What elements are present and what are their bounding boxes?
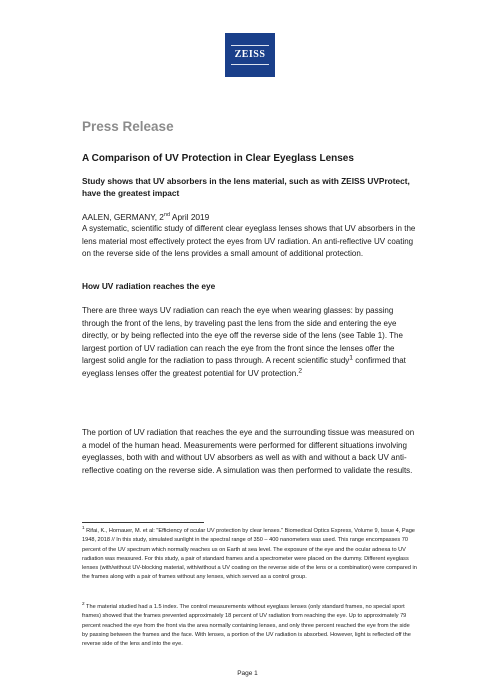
footnote-ref-2: 2 (298, 367, 303, 375)
footnote-1-text: Rifai, K., Hornauer, M. et al: "Efficiency of ocular UV protection by clear lenses." Biomedical Optics Express, Volume 9, Issue 4, Page 1948, 2018 // In this study, simulated sunlight in the spectral range of 350 – 400 nanometers was used. This range encompasses 70 percent of the UV spectrum which normally reaches us on Earth at sea level. The exposure of the eye and the ocular adnexa to UV radiation was measured. For this study, a pair of standard frames and a spectrometer were placed on the dummy. Different eyeglass lenses (with/without UV-blocking material, with/without a UV coating on the reverse side of the lens or a combination) were compared in the frames along with a pair of frames without any lenses, which served as a control group. (82, 528, 417, 581)
press-release-label: Press Release (82, 119, 174, 134)
body-paragraph-1-text: There are three ways UV radiation can reach the eye when wearing glasses: by passing through the front of the lens, by traveling past the lens from the side and entering the eye directly, or by being reflected into the eye off the reverse side of the lens (see Table 1). The largest portion of UV radiation can reach the eye from the front since the lenses offer the largest solid angle for the radiation to pass through. A recent scientific study (82, 306, 403, 366)
footnote-2 (82, 603, 417, 649)
dateline-prefix: AALEN, GERMANY, 2 (82, 212, 164, 222)
footnote-2-text: The material studied had a 1.5 index. The control measurements without eyeglass lenses (only standard frames, no special sport frames) showed that the frames prevented approximately 18 percent of UV radiation from reaching the eye. Up to approximately 79 percent reached the eye from the front via the area normally containing lenses, and only three percent reached the eye from the side by passing between the frames and the face. With lenses, a portion of the UV radiation is absorbed. However, light is reflected off the reverse side of the lens and into the eye. (82, 604, 411, 648)
body-paragraph-2: The portion of UV radiation that reaches the eye and the surrounding tissue was measured on a model of the human head. Measurements were performed for different situations involving eyeglasses, both with and without UV absorbers as well as with and without a back UV anti-reflective coating on the reverse side. A simulation was then performed to validate the results. (82, 428, 415, 475)
logo-bottom-rule (231, 64, 269, 65)
dateline-sup: nd (163, 212, 171, 219)
document-title: A Comparison of UV Protection in Clear Eyeglass Lenses (82, 153, 354, 164)
logo-wordmark: ZEISS (234, 49, 266, 60)
footnote-ref-1: 1 (349, 354, 353, 362)
intro-paragraph: A systematic, scientific study of different clear eyeglass lenses shows that UV absorbers in the lens material most effectively protect the eyes from UV radiation. An anti-reflective UV coating on the reverse side of the lens provides a small amount of additional protection. (82, 224, 416, 259)
footnote-1-number: 1 (82, 525, 85, 531)
section-heading: How UV radiation reaches the eye (82, 281, 216, 291)
dateline-suffix: April 2019 (170, 212, 210, 222)
footnote-divider (82, 522, 204, 523)
page-number: Page 1 (237, 670, 258, 677)
logo-top-rule (231, 45, 269, 46)
footnote-1 (82, 527, 417, 583)
body-paragraph-1 (82, 305, 417, 381)
zeiss-logo (225, 33, 275, 77)
footnote-2-number: 2 (82, 601, 85, 607)
document-subtitle: Study shows that UV absorbers in the lens material, such as with ZEISS UVProtect, have the greatest impact (82, 176, 410, 199)
body-paragraph-1-text-2: confirmed that eyeglass lenses offer the greatest potential for UV protection. (82, 356, 406, 378)
dateline (82, 212, 417, 222)
